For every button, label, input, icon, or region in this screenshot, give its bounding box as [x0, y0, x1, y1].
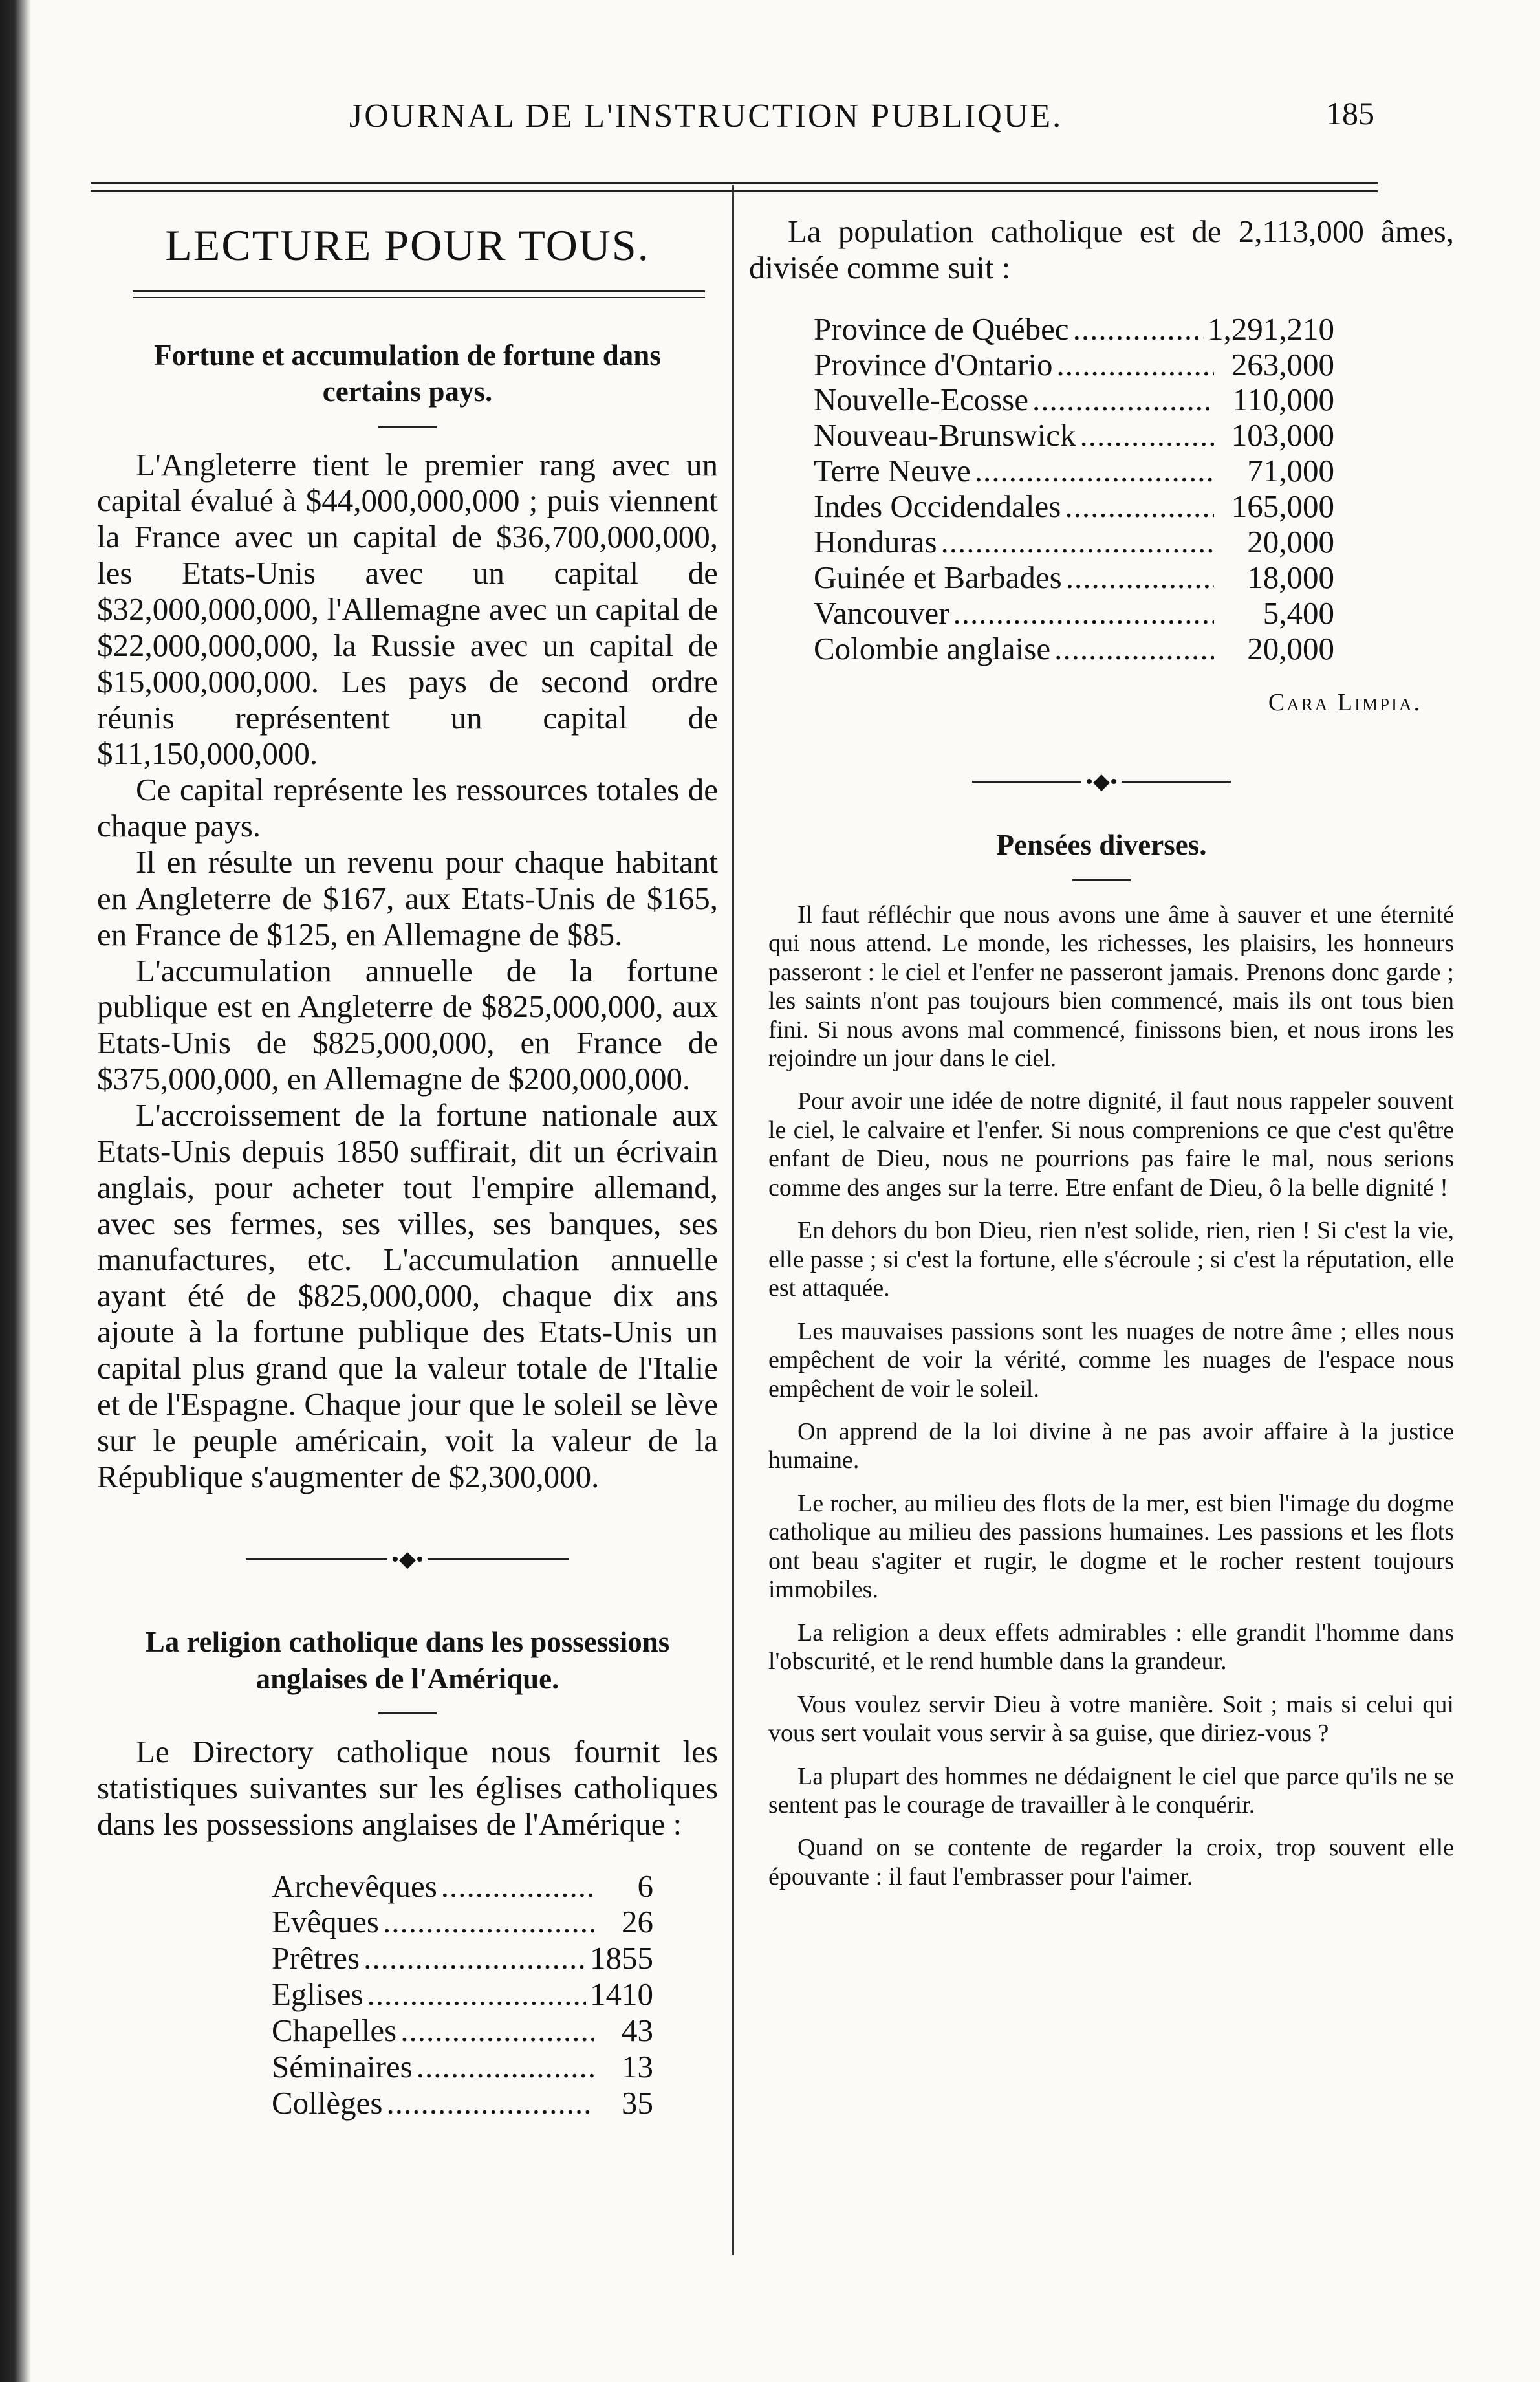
ornament: •◆•: [387, 1546, 428, 1572]
stat-row: Chapelles ..... 43: [272, 2013, 653, 2049]
province-row: Terre Neuve ..... 71,000: [814, 453, 1334, 489]
stat-row: Evêques ..... 26: [272, 1904, 653, 1940]
column-divider: [732, 185, 734, 2255]
page-number: 185: [1326, 95, 1374, 131]
title-rule: [1072, 879, 1131, 881]
article-paragraph: L'accumulation annuelle de la fortune publique est en Angleterre de $825,000,000, aux Etats-Unis de $825,000,000, en France de $375,000,000, en Allemagne de $200,000,000.: [97, 952, 718, 1097]
population-intro: La population catholique est de 2,113,000 âmes, divisée comme suit :: [749, 213, 1454, 285]
stat-row: Séminaires ..... 13: [272, 2049, 653, 2085]
stat-row: Prêtres ..... 1855: [272, 1940, 653, 1976]
left-column: [97, 194, 718, 2121]
article-paragraph: L'accroissement de la fortune nationale aux Etats-Unis depuis 1850 suffirait, dit un écrivain anglais, pour acheter tout l'empire allemand, avec ses fermes, ses villes, ses banques, ses manufactures, etc. L'accumulation annuelle ayant été de $825,000,000, chaque dix ans ajoute à la fortune publique des Etats-Unis un capital plus grand que la valeur totale de l'Italie et de l'Espagne. Chaque jour que le soleil se lève sur le peuple américain, voit la valeur de la République s'augmenter de $2,300,000.: [97, 1097, 718, 1494]
journal-title: JOURNAL DE L'INSTRUCTION PUBLIQUE.: [349, 98, 1063, 135]
province-row: Indes Occidendales ..... 165,000: [814, 489, 1334, 525]
pensee-paragraph: La religion a deux effets admirables : elle grandit l'homme dans l'obscurité, et le rend humble dans la grandeur.: [768, 1619, 1454, 1676]
stat-row: Eglises ..... 1410: [272, 1976, 653, 2013]
author-signature: Cara Limpia.: [1268, 689, 1422, 717]
pensee-paragraph: Quand on se contente de regarder la croix, trop souvent elle épouvante : il faut l'embrasser pour l'aimer.: [768, 1834, 1454, 1890]
pensee-paragraph: Vous voulez servir Dieu à votre manière. Soit ; mais si celui qui vous sert voulait vous servir à sa guise, que diriez-vous ?: [768, 1690, 1454, 1747]
pensee-paragraph: En dehors du bon Dieu, rien n'est solide, rien, rien ! Si c'est la vie, elle passe ; si c'est la fortune, elle s'écroule ; si c'est la réputation, elle est attaquée.: [768, 1217, 1454, 1302]
title-rule: [378, 1712, 437, 1714]
pensee-paragraph: On apprend de la loi divine à ne pas avoir affaire à la justice humaine.: [768, 1417, 1454, 1474]
province-row: Nouvelle-Ecosse ..... 110,000: [814, 382, 1334, 418]
province-row: Nouveau-Brunswick ..... 103,000: [814, 418, 1334, 453]
article-title: Pensées diverses.: [996, 829, 1207, 862]
province-row: Province d'Ontario ..... 263,000: [814, 347, 1334, 383]
right-column: [749, 194, 1454, 1905]
pensee-paragraph: La plupart des hommes ne dédaignent le ciel que parce qu'ils ne se sentent pas le courage de travailler à le conquérir.: [768, 1762, 1454, 1819]
section-title: LECTURE POUR TOUS.: [165, 221, 650, 270]
pensee-paragraph: Pour avoir une idée de notre dignité, il faut nous rappeler souvent le ciel, le calvaire et l'enfer. Si nous comprenions ce que c'est qu'être enfant de Dieu, nous ne pourrions pas faire le mal, nous serions comme des anges sur la terre. Etre enfant de Dieu, ô la belle dignité !: [768, 1087, 1454, 1201]
title-rule: [378, 426, 437, 428]
stat-row: Archevêques ..... 6: [272, 1868, 653, 1905]
pensee-paragraph: Il faut réfléchir que nous avons une âme à sauver et une éternité qui nous attend. Le monde, les richesses, les plaisirs, les honneurs passeront : le ciel et l'enfer ne passeront jamais. Prenons donc garde ; les saints n'ont pas toujours bien commencé, mais ils ont tous bien fini. Si nous avons mal commencé, finissons bien, et nous irons les rejoindre un jour dans le ciel.: [768, 901, 1454, 1072]
province-row: Guinée et Barbades ..... 18,000: [814, 560, 1334, 596]
pensee-paragraph: Le rocher, au milieu des flots de la mer, est bien l'image du dogme catholique au milieu des passions humaines. Les passions et les flots ont beau s'agiter et rugir, le dogme et le rocher restent toujours immobiles.: [768, 1489, 1454, 1604]
ornament: •◆•: [1081, 769, 1122, 794]
pensee-paragraph: Les mauvaises passions sont les nuages de notre âme ; elles nous empêchent de voir la vérité, comme les nuages de l'espace nous empêchent de voir le soleil.: [768, 1317, 1454, 1403]
article-paragraph: L'Angleterre tient le premier rang avec un capital évalué à $44,000,000,000 ; puis viennent la France avec un capital de $36,700,000,000, les Etats-Unis avec un capital de $32,000,000,000, l'Allemagne avec un capital de $22,000,000,000, la Russie avec un capital de $15,000,000,000. Les pays de second ordre réunis représentent un capital de $11,150,000,000.: [97, 446, 718, 772]
section-separator: [246, 1546, 569, 1572]
province-row: Vancouver ..... 5,400: [814, 596, 1334, 631]
clergy-stats-table: [272, 1868, 653, 2121]
section-separator: [972, 769, 1231, 794]
province-row: Province de Québec ..... 1,291,210: [814, 312, 1334, 347]
province-row: Colombie anglaise ..... 20,000: [814, 631, 1334, 667]
page-header: [0, 97, 1540, 149]
binding-edge: [0, 0, 31, 2382]
population-table: [814, 312, 1334, 667]
header-rule: [91, 182, 1378, 184]
article-intro: Le Directory catholique nous fournit les statistiques suivantes sur les églises catholiques dans les possessions anglaises de l'Amérique :: [97, 1733, 718, 1842]
header-rule-double: [91, 190, 1378, 192]
article-paragraph: Il en résulte un revenu pour chaque habitant en Angleterre de $167, aux Etats-Unis de $165, en France de $125, en Allemagne de $85.: [97, 844, 718, 952]
stat-row: Collèges ..... 35: [272, 2085, 653, 2121]
section-rule: [133, 290, 705, 298]
article-title: Fortune et accumulation de fortune dans certains pays.: [154, 339, 661, 408]
article-paragraph: Ce capital représente les ressources totales de chaque pays.: [97, 772, 718, 844]
province-row: Honduras ..... 20,000: [814, 525, 1334, 560]
article-title: La religion catholique dans les possessions anglaises de l'Amérique.: [145, 1626, 670, 1695]
